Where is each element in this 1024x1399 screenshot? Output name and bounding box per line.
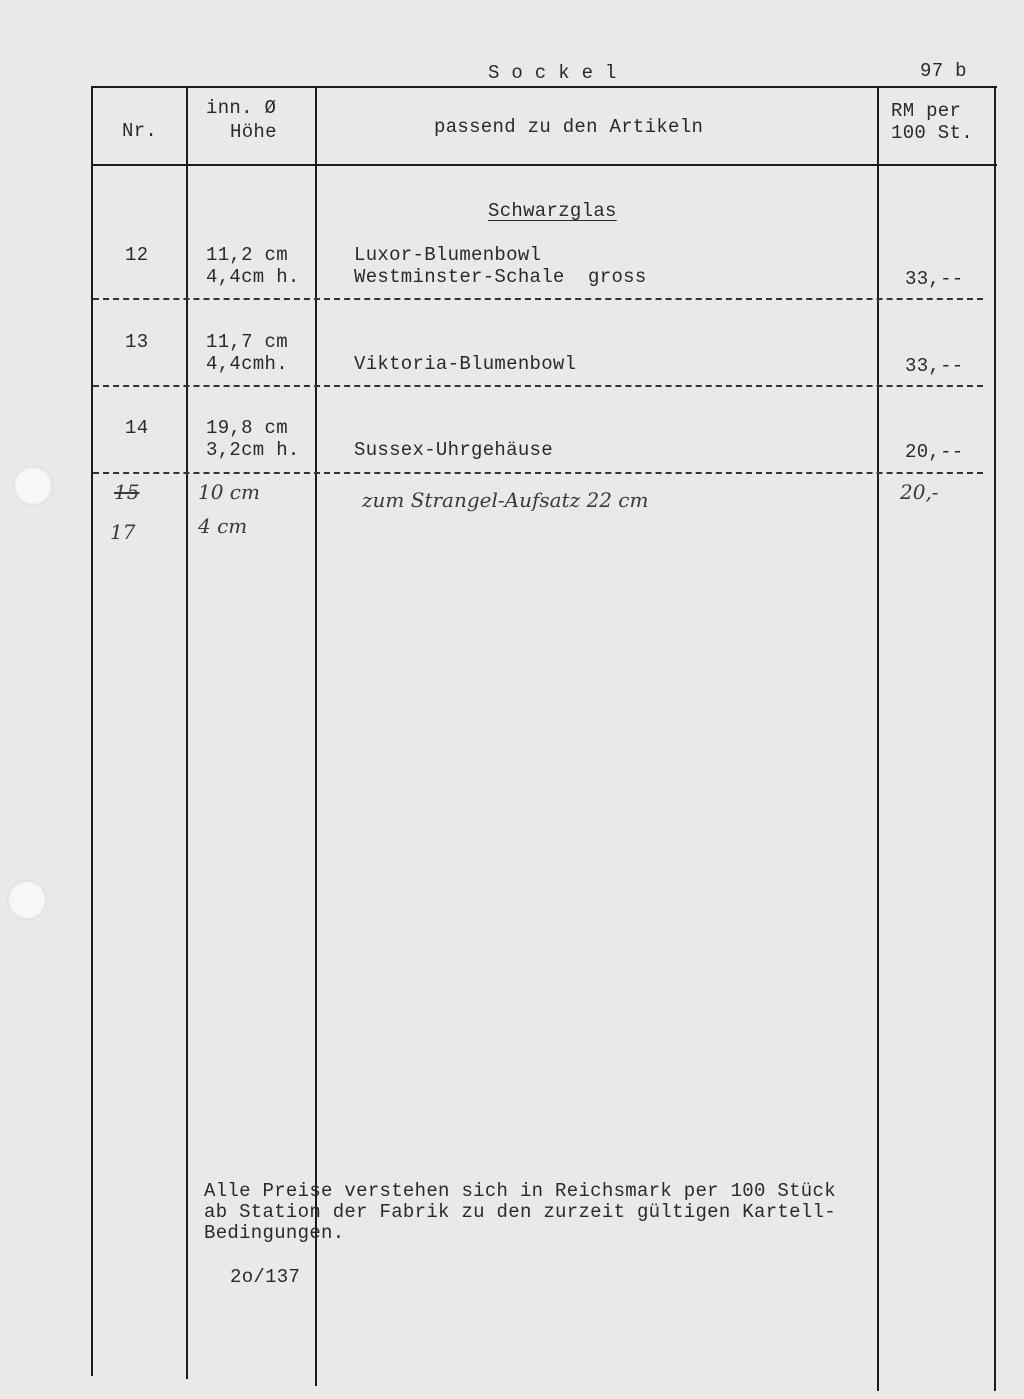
column-divider-right: [994, 86, 996, 1391]
page-title: S o c k e l: [488, 62, 617, 84]
row-nr: 13: [125, 331, 149, 353]
row-diameter: 10 cm: [198, 480, 260, 504]
row-height: 3,2cm h.: [206, 439, 300, 461]
row-article: Viktoria-Blumenbowl: [354, 353, 577, 375]
row-diameter: 19,8 cm: [206, 417, 288, 439]
header-height: Höhe: [230, 121, 277, 143]
row-price: 33,--: [905, 268, 964, 290]
row-nr-struck: 15: [114, 480, 140, 504]
row-price: 33,--: [905, 355, 964, 377]
row-nr: 14: [125, 417, 149, 439]
row-height: 4,4cm h.: [206, 266, 300, 288]
table-top-border: [91, 86, 997, 88]
row-diameter: 11,2 cm: [206, 244, 288, 266]
row-separator: [93, 385, 983, 387]
header-bottom-border: [91, 164, 997, 166]
column-divider-left: [91, 86, 93, 1376]
column-divider-nr: [186, 86, 188, 1379]
row-height: 4 cm: [198, 514, 248, 538]
row-height: 4,4cmh.: [206, 353, 288, 375]
header-articles: passend zu den Artikeln: [434, 116, 704, 138]
row-separator: [93, 298, 983, 300]
row-article: Westminster-Schale gross: [354, 266, 647, 288]
row-article: zum Strangel-Aufsatz 22 cm: [362, 488, 649, 512]
punch-hole-top: [13, 466, 53, 506]
document-code: 2o/137: [230, 1266, 301, 1288]
row-nr: 17: [110, 520, 136, 544]
row-article: Sussex-Uhrgehäuse: [354, 439, 553, 461]
header-price-line2: 100 St.: [891, 122, 973, 144]
header-price-line1: RM per: [891, 100, 962, 122]
page-number: 97 b: [920, 60, 967, 82]
section-title: Schwarzglas: [488, 200, 617, 222]
footer-note-line3: Bedingungen.: [204, 1222, 345, 1244]
header-nr: Nr.: [122, 120, 158, 142]
row-diameter: 11,7 cm: [206, 331, 288, 353]
row-price: 20,-: [900, 480, 939, 504]
column-divider-articles: [877, 86, 879, 1391]
row-price: 20,--: [905, 441, 964, 463]
punch-hole-bottom: [7, 880, 47, 920]
footer-note-line2: ab Station der Fabrik zu den zurzeit gültigen Kartell-: [204, 1201, 836, 1223]
row-separator: [93, 472, 983, 474]
footer-note-line1: Alle Preise verstehen sich in Reichsmark per 100 Stück: [204, 1180, 836, 1202]
header-diameter: inn. Ø: [206, 97, 277, 119]
row-article: Luxor-Blumenbowl: [354, 244, 542, 266]
row-nr: 12: [125, 244, 149, 266]
